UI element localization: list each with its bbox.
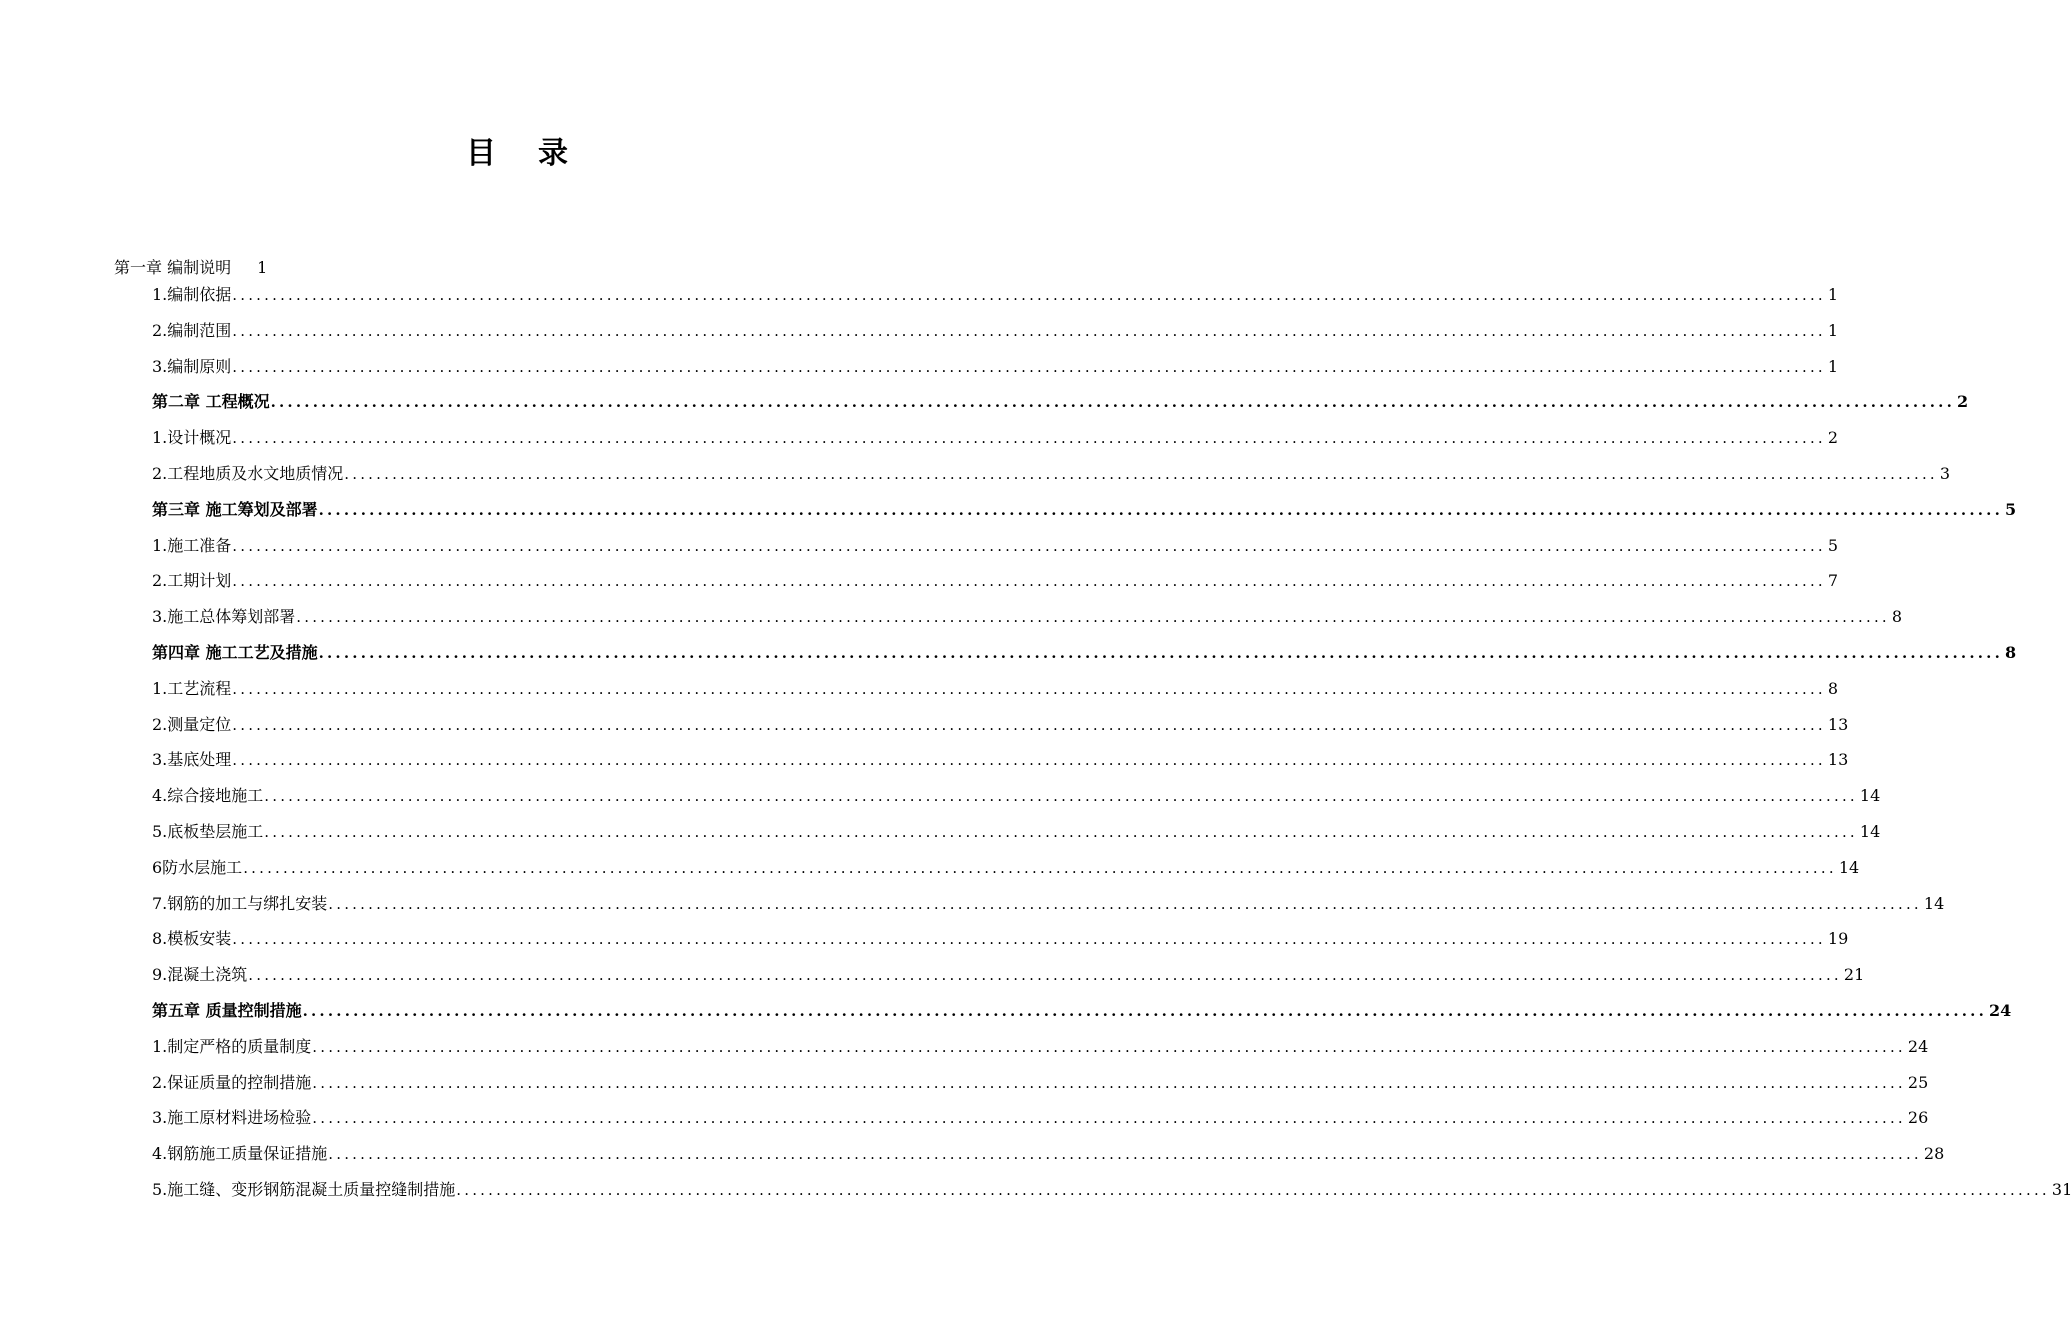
toc-section-entry[interactable]: [152, 1105, 1929, 1141]
toc-entry-label: 4.钢筋施工质量保证措施: [152, 1144, 328, 1164]
toc-entry-page-number: 26: [1907, 1108, 1929, 1128]
toc-section-entry[interactable]: [152, 783, 1881, 819]
toc-section-entry[interactable]: [152, 604, 1903, 640]
toc-dot-leader: ........................................................................................................................................................................................................: [328, 894, 1922, 913]
toc-section-entry[interactable]: [152, 425, 1839, 461]
toc-section-entry[interactable]: [152, 354, 1839, 390]
toc-entry-page-number: 14: [1859, 821, 1881, 841]
toc-dot-leader: ........................................................................................................................................................................................................: [312, 1109, 1906, 1128]
toc-dot-leader: ........................................................................................................................................................................................................: [296, 608, 1890, 627]
title-char-2: 录: [538, 136, 568, 171]
toc-entry-page-number: 2: [1827, 428, 1839, 448]
toc-dot-leader: ........................................................................................................................................................................................................: [248, 966, 1842, 985]
toc-dot-leader: ........................................................................................................................................................................................................: [270, 393, 1956, 412]
title-char-1: 目: [466, 136, 496, 171]
toc-dot-leader: ........................................................................................................................................................................................................: [456, 1180, 2050, 1199]
toc-dot-leader: ........................................................................................................................................................................................................: [312, 1037, 1906, 1056]
table-of-contents: [152, 282, 2072, 1213]
toc-entry-label: 第三章 施工筹划及部署: [152, 499, 318, 519]
toc-entry-page-number: 8: [1827, 678, 1839, 698]
toc-dot-leader: ........................................................................................................................................................................................................: [318, 643, 2004, 662]
toc-section-entry[interactable]: [152, 855, 1860, 891]
toc-entry-label: 8.模板安装: [152, 929, 232, 949]
toc-entry-page-number: 13: [1827, 750, 1849, 770]
toc-first-chapter-page: 1: [257, 258, 268, 277]
toc-entry-label: 第四章 施工工艺及措施: [152, 642, 318, 662]
toc-entry-page-number: 14: [1859, 786, 1881, 806]
toc-entry-page-number: 21: [1843, 965, 1865, 985]
toc-section-entry[interactable]: [152, 1034, 1929, 1070]
toc-entry-label: 1.施工准备: [152, 535, 232, 555]
toc-section-entry[interactable]: [152, 712, 1849, 748]
toc-section-entry[interactable]: [152, 747, 1849, 783]
toc-dot-leader: ........................................................................................................................................................................................................: [232, 536, 1826, 555]
toc-section-entry[interactable]: [152, 819, 1881, 855]
toc-section-entry[interactable]: [152, 1070, 1929, 1106]
toc-entry-label: 3.施工总体筹划部署: [152, 607, 296, 627]
toc-entry-page-number: 13: [1827, 714, 1849, 734]
toc-entry-page-number: 31: [2051, 1179, 2072, 1199]
toc-dot-leader: ........................................................................................................................................................................................................: [318, 500, 2004, 519]
toc-entry-page-number: 28: [1923, 1144, 1945, 1164]
toc-entry-label: 1.编制依据: [152, 285, 232, 304]
toc-entry-label: 7.钢筋的加工与绑扎安装: [152, 893, 328, 913]
toc-entry-page-number: 7: [1827, 571, 1839, 591]
toc-entry-page-number: 24: [1989, 1000, 2012, 1020]
toc-dot-leader: ........................................................................................................................................................................................................: [232, 751, 1826, 770]
toc-section-entry[interactable]: [152, 1177, 2072, 1213]
toc-entry-label: 1.工艺流程: [152, 678, 232, 698]
toc-entry-page-number: 19: [1827, 929, 1849, 949]
toc-entry-label: 3.施工原材料进场检验: [152, 1108, 312, 1128]
toc-dot-leader: ........................................................................................................................................................................................................: [232, 572, 1826, 591]
toc-entry-label: 2.测量定位: [152, 714, 232, 734]
toc-section-entry[interactable]: [152, 318, 1839, 354]
toc-dot-leader: ........................................................................................................................................................................................................: [232, 286, 1826, 304]
toc-first-chapter-label: 第一章 编制说明: [114, 258, 232, 277]
toc-dot-leader: ........................................................................................................................................................................................................: [264, 822, 1858, 841]
toc-section-entry[interactable]: [152, 533, 1839, 569]
toc-dot-leader: ........................................................................................................................................................................................................: [243, 858, 1837, 877]
toc-dot-leader: ........................................................................................................................................................................................................: [328, 1145, 1922, 1164]
toc-section-entry[interactable]: [152, 962, 1865, 998]
toc-entry-label: 3.基底处理: [152, 750, 232, 770]
toc-entry-page-number: 25: [1907, 1072, 1929, 1092]
toc-dot-leader: ........................................................................................................................................................................................................: [312, 1073, 1906, 1092]
toc-section-entry[interactable]: [152, 1141, 1945, 1177]
toc-chapter-entry[interactable]: [152, 497, 2017, 533]
toc-entry-label: 6防水层施工: [152, 857, 243, 877]
toc-entry-label: 第二章 工程概况: [152, 392, 270, 412]
toc-entry-page-number: 5: [2005, 499, 2017, 519]
toc-entry-label: 5.底板垫层施工: [152, 821, 264, 841]
toc-entry-label: 2.编制范围: [152, 320, 232, 340]
toc-entry-label: 1.设计概况: [152, 428, 232, 448]
toc-entry-label: 4.综合接地施工: [152, 786, 264, 806]
toc-entry-page-number: 14: [1923, 893, 1945, 913]
toc-entry-label: 2.工期计划: [152, 571, 232, 591]
toc-entry-page-number: 24: [1907, 1036, 1929, 1056]
toc-entry-label: 2.保证质量的控制措施: [152, 1072, 312, 1092]
toc-dot-leader: ........................................................................................................................................................................................................: [232, 930, 1826, 949]
toc-entry-page-number: 5: [1827, 535, 1839, 555]
toc-chapter-entry[interactable]: [152, 640, 2017, 676]
toc-entry-label: 5.施工缝、变形钢筋混凝土质量控缝制措施: [152, 1179, 456, 1199]
page-title: [0, 128, 1034, 172]
toc-dot-leader: ........................................................................................................................................................................................................: [232, 715, 1826, 734]
toc-chapter-entry[interactable]: [152, 998, 2012, 1034]
toc-section-entry[interactable]: [152, 891, 1945, 927]
toc-dot-leader: ........................................................................................................................................................................................................: [232, 429, 1826, 448]
toc-dot-leader: ........................................................................................................................................................................................................: [232, 321, 1826, 340]
toc-entry-page-number: 1: [1827, 320, 1839, 340]
toc-entry-page-number: 1: [1827, 356, 1839, 376]
toc-entry-label: 第五章 质量控制措施: [152, 1000, 302, 1020]
toc-entry-label: 9.混凝土浇筑: [152, 965, 248, 985]
toc-section-entry[interactable]: [152, 461, 1951, 497]
toc-dot-leader: ........................................................................................................................................................................................................: [302, 1001, 1988, 1020]
toc-entry-label: 2.工程地质及水文地质情况: [152, 463, 344, 483]
toc-entry-page-number: 8: [2005, 642, 2017, 662]
toc-dot-leader: ........................................................................................................................................................................................................: [344, 464, 1938, 483]
toc-dot-leader: ........................................................................................................................................................................................................: [232, 679, 1826, 698]
toc-entry-label: 3.编制原则: [152, 356, 232, 376]
toc-dot-leader: ........................................................................................................................................................................................................: [264, 787, 1858, 806]
toc-entry-page-number: 3: [1939, 463, 1951, 483]
toc-section-entry[interactable]: [152, 282, 1839, 318]
toc-section-entry[interactable]: [152, 568, 1839, 604]
toc-chapter-entry[interactable]: [152, 389, 1969, 425]
toc-entry-page-number: 1: [1827, 285, 1839, 304]
toc-entry-page-number: 8: [1891, 607, 1903, 627]
toc-entry-page-number: 2: [1957, 392, 1969, 412]
toc-section-entry[interactable]: [152, 926, 1849, 962]
toc-section-entry[interactable]: [152, 676, 1839, 712]
toc-dot-leader: ........................................................................................................................................................................................................: [232, 357, 1826, 376]
toc-entry-label: 1.制定严格的质量制度: [152, 1036, 312, 1056]
toc-entry-page-number: 14: [1838, 857, 1860, 877]
toc-first-chapter[interactable]: [114, 257, 267, 279]
